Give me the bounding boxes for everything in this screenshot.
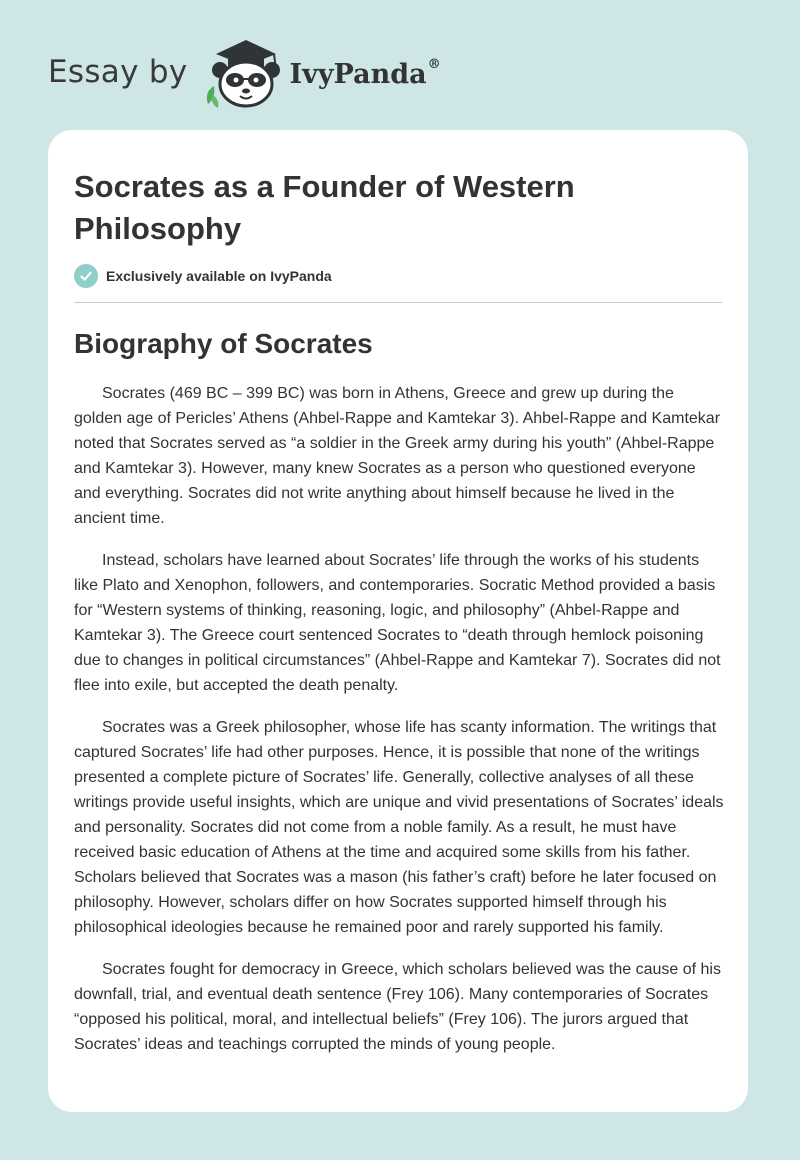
site-header [48,34,441,110]
brand-name-text: IvyPanda [289,58,427,90]
paragraph-2: Instead, scholars have learned about Socrates’ life through the works of his students like Plato and Xenophon, followers, and contemporaries. Socratic Method provided a basis for “Western systems of thinking, reasoning, logic, and philosophy” (Ahbel-Rappe and Kamtekar 3). The Greece court sentenced Socrates to “death through hemlock poisoning due to changes in political circumstances” (Ahbel-Rappe and Kamtekar 7). Socrates did not flee into exile, but accepted the death penalty. [74,552,721,694]
exclusive-badge [74,264,722,303]
paragraph-4: Socrates fought for democracy in Greece, which scholars believed was the cause of his downfall, trial, and eventual death sentence (Frey 106). Many contemporaries of Socrates “opposed his political, moral, and intellectual beliefs” (Frey 106). The jurors argued that Socrates’ ideas and teachings corrupted the minds of young people. [74,961,721,1053]
article-title: Socrates as a Founder of Western Philosophy [74,169,575,246]
paragraph-3: Socrates was a Greek philosopher, whose life has scanty information. The writings that captured Socrates’ life had other purposes. Hence, it is possible that none of the writings presented a complete picture of Socrates’ life. Generally, collective analyses of all these writings provide useful insights, which are unique and vivid presentations of Socrates’ ideals and personality. Socrates did not come from a noble family. As a result, he must have received basic education of Athens at the time and acquired some skills from his father. Scholars believed that Socrates was a mason (his father’s craft) before he later focused on philosophy. However, scholars differ on how Socrates supported himself through his philosophical ideologies because he remained poor and rarely supported his family. [74,719,724,936]
exclusive-label: Exclusively available on IvyPanda [106,268,332,284]
paragraph-1: Socrates (469 BC – 399 BC) was born in Athens, Greece and grew up during the golden age of Pericles’ Athens (Ahbel-Rappe and Kamtekar 3). Ahbel-Rappe and Kamtekar noted that Socrates served as “a soldier in the Greek army during his youth” (Ahbel-Rappe and Kamtekar 3). However, many knew Socrates as a person who questioned everyone and everything. Socrates did not write anything about himself because he lived in the ancient time. [74,385,721,527]
panda-graduate-icon[interactable] [200,34,290,110]
registered-mark: ® [427,56,441,72]
brand-name[interactable] [289,56,441,90]
article-card [48,130,748,1112]
essay-by-label: Essay by [48,54,188,90]
check-icon [74,264,98,288]
section-heading: Biography of Socrates [74,328,373,359]
